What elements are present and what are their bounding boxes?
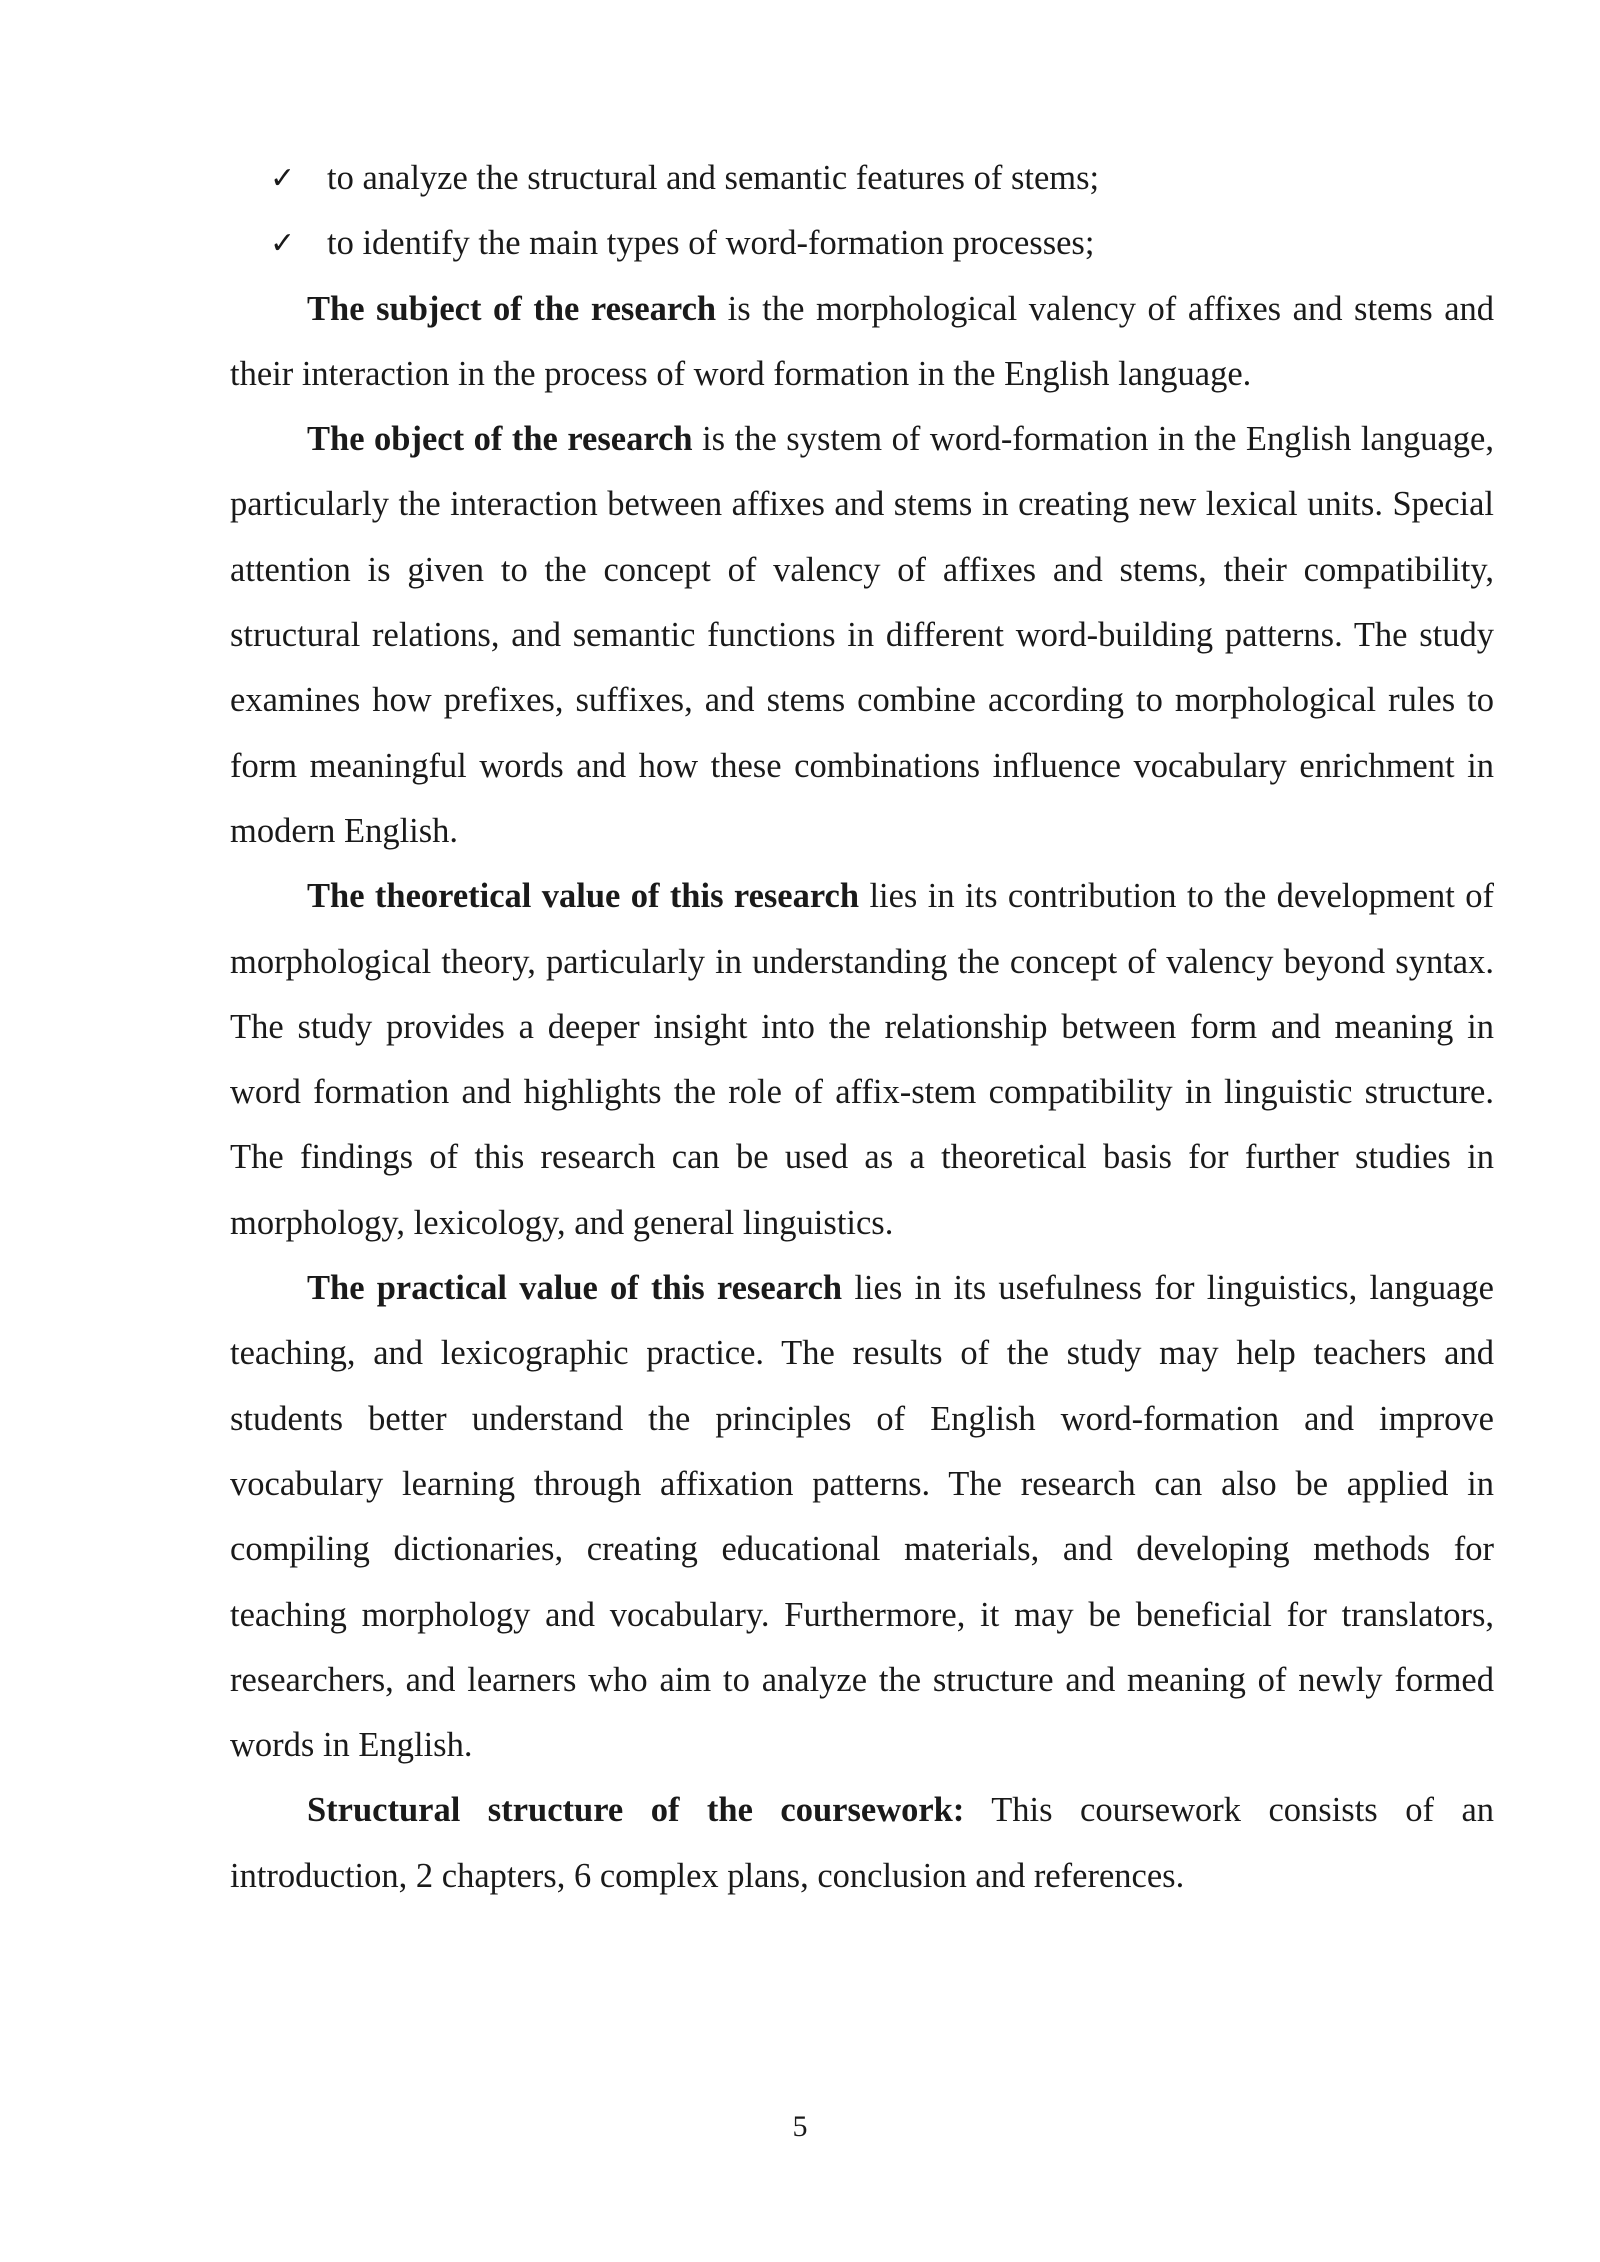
bullet-text: to identify the main types of word-formation processes; (327, 224, 1095, 263)
paragraph-practical-value (230, 1256, 1494, 1778)
paragraph-body: is the system of word-formation in the English language, particularly the interaction between affixes and stems in creating new lexical units. Special attention is given to the concept of valency of affixes and stems, their compatibility, structural relations, and semantic functions in different word-building patterns. The study examines how prefixes, suffixes, and stems combine according to morphological rules to form meaningful words and how these combinations influence vocabulary enrichment in modern English. (230, 420, 1494, 850)
paragraph-subject (230, 277, 1494, 408)
paragraph-heading: Structural structure of the coursework: (307, 1791, 965, 1830)
paragraph-heading: The theoretical value of this research (307, 877, 860, 916)
paragraph-heading: The object of the research (307, 420, 693, 459)
bullet-text: to analyze the structural and semantic features of stems; (327, 159, 1100, 197)
page-number: 5 (792, 2110, 808, 2143)
page-content (230, 146, 1494, 1909)
paragraph-structure (230, 1778, 1494, 1909)
paragraph-body: is the morphological valency of affixes and stems and their interaction in the process of word formation in the English language. (230, 289, 1495, 393)
paragraph-heading: The subject of the research (307, 289, 717, 328)
checkmark-icon: ✓ (270, 226, 296, 262)
paragraph-body: This coursework consists of an introduction, 2 chapters, 6 complex plans, conclusion and references. (230, 1791, 1495, 1895)
checkmark-icon: ✓ (270, 161, 296, 196)
paragraph-object (230, 407, 1494, 864)
bullet-item (230, 146, 1494, 211)
paragraph-body: lies in its usefulness for linguistics, language teaching, and lexicographic practice. The results of the study may help teachers and students better understand the principles of English word-formation and improve vocabulary learning through affixation patterns. The research can also be applied in compiling dictionaries, creating educational materials, and developing methods for teaching morphology and vocabulary. Furthermore, it may be beneficial for translators, researchers, and learners who aim to analyze the structure and meaning of newly formed words in English. (230, 1269, 1494, 1765)
paragraph-heading: The practical value of this research (307, 1269, 843, 1308)
paragraph-body: lies in its contribution to the development of morphological theory, particularly in understanding the concept of valency beyond syntax. The study provides a deeper insight into the relationship between form and meaning in word formation and highlights the role of affix-stem compatibility in linguistic structure. The findings of this research can be used as a theoretical basis for further studies in morphology, lexicology, and general linguistics. (230, 877, 1494, 1242)
paragraph-theoretical-value (230, 864, 1494, 1256)
bullet-item (230, 211, 1494, 276)
